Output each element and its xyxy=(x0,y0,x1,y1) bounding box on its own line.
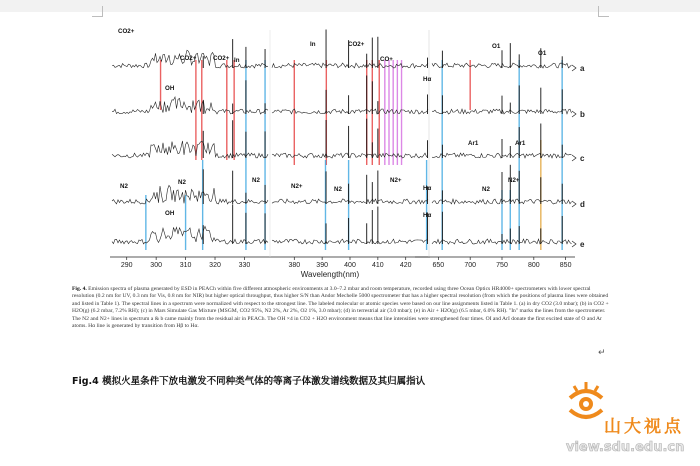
watermark-url: view.sdu.edu.cn xyxy=(566,440,685,455)
trace-d-seg2 xyxy=(272,199,428,204)
x-tick-label-420: 420 xyxy=(399,262,412,269)
trace-c-seg2 xyxy=(272,153,428,158)
trace-e-seg1 xyxy=(112,226,268,244)
x-tick-label-800: 800 xyxy=(527,262,540,269)
paragraph-mark: ↵ xyxy=(598,347,606,357)
annotation-1: CO2+ xyxy=(180,55,197,62)
x-tick-label-400: 400 xyxy=(344,262,356,269)
trace-c-seg1 xyxy=(112,141,268,158)
trace-b-seg2 xyxy=(272,109,428,114)
x-tick-label-300: 300 xyxy=(150,262,162,269)
annotation-6: CO+ xyxy=(380,56,393,63)
annotation-23: Hα xyxy=(423,212,432,219)
series-arrow-b xyxy=(572,111,576,117)
series-label-e: e xyxy=(580,240,585,249)
annotation-10: Hα xyxy=(423,76,432,83)
series-arrow-d xyxy=(572,201,576,207)
annotation-19: N2 xyxy=(482,186,490,193)
caption-label: Fig. 4. xyxy=(72,286,87,292)
x-tick-label-290: 290 xyxy=(120,262,133,269)
annotation-0: CO2+ xyxy=(118,28,135,35)
x-tick-label-650: 650 xyxy=(432,262,445,269)
annotation-12: Ar1 xyxy=(515,140,526,147)
x-axis-label: Wavelength(nm) xyxy=(300,270,360,279)
x-axis xyxy=(110,30,575,257)
eye-logo-icon xyxy=(566,380,606,428)
figure-caption xyxy=(72,286,610,330)
trace-d-seg1 xyxy=(112,185,268,204)
series-arrow-c xyxy=(572,155,576,161)
annotation-15: N2+ xyxy=(291,183,303,190)
watermark-title: 山大视点 xyxy=(604,417,684,437)
x-tick-label-320: 320 xyxy=(209,262,221,269)
annotation-20: N2+ xyxy=(508,177,520,184)
annotation-13: N2 xyxy=(120,183,128,190)
annotation-22: OH xyxy=(165,210,175,217)
annotation-4: In xyxy=(310,41,316,48)
x-tick-label-390: 390 xyxy=(316,262,328,269)
annotation-7: O1 xyxy=(492,43,501,50)
x-tick-label-700: 700 xyxy=(464,262,477,269)
caption-text: Emission spectra of plasma generated by ESD in PEACh within five different atmospheric environments at 3.0–7.2 mbar and room temperature, recorded using three Ocean Optics HR4000+ spectrometers with lower spectral resolution (0.2 nm for UV, 0.3 nm for Vis, 0.8 nm for NIR) but higher optical throughput, thus higher S/N than Andor Mechelle 5000 spectrometer that has a higher spectral resolution (from which the positions of plasma lines were obtained and listed in Table 1). The spectral lines in a spectrum were normalized with respect to the strongest line. The labeled molecular or atomic species were based on our line assignments listed in Table 1. (a) in dry CO2 (3.0 mbar); (b) in CO2 + H2O(g) (6.2 mbar, 7.2% RH); (c) in Mars Simulate Gas Mixture (MSGM, CO2 95%, N2 2%, Ar 2%, O2 1%, 3.0 mbar); (d) in terrestrial air (3.0 mbar); (e) in Air + H2O(g) (6.5 mbar, 6.0% RH). "In" marks the lines from the spectrometer. The N2 and N2+ lines in spectrum a & b came mainly from the residual air in PEACh. The OH ×4 in CO2 + H2O environment means that line intensities were strengthened four times. OI and ArI donate the first excited state of O and Ar atoms. Hα line is generated by transition from Hβ to Hα. xyxy=(72,286,609,330)
x-tick-labels xyxy=(121,257,572,269)
series-arrow-a xyxy=(572,65,576,71)
series-label-d: d xyxy=(580,200,585,209)
annotation-9: OH xyxy=(165,85,175,92)
watermark xyxy=(566,378,692,460)
annotation-5: CO2+ xyxy=(348,41,365,48)
annotation-8: O1 xyxy=(538,50,547,57)
x-tick-label-410: 410 xyxy=(372,262,384,269)
trace-e-seg2 xyxy=(272,239,428,244)
x-tick-label-330: 330 xyxy=(238,262,251,269)
series-label-c: c xyxy=(580,154,585,163)
x-tick-label-310: 310 xyxy=(179,262,192,269)
annotation-14: N2 xyxy=(178,179,186,186)
annotation-21: Hα xyxy=(423,185,432,192)
x-tick-label-750: 750 xyxy=(496,262,508,269)
series-label-b: b xyxy=(580,110,585,119)
annotation-3: In xyxy=(234,57,240,64)
species-annotations xyxy=(118,28,547,219)
series-label-a: a xyxy=(580,64,585,73)
x-tick-label-850: 850 xyxy=(559,262,572,269)
annotation-18: N2+ xyxy=(390,177,402,184)
trace-a-seg2 xyxy=(272,63,428,68)
trace-b-seg1 xyxy=(112,97,268,114)
annotation-17: N2 xyxy=(334,186,342,193)
x-tick-label-380: 380 xyxy=(288,262,301,269)
annotation-2: CO2+ xyxy=(213,55,230,62)
chinese-figure-caption: Fig.4 模拟火星条件下放电激发不同种类气体的等离子体激发谱线数据及其归属指认 xyxy=(72,376,426,387)
series-arrow-e xyxy=(572,241,576,247)
annotation-11: Ar1 xyxy=(468,140,479,147)
series-labels xyxy=(572,64,585,249)
annotation-16: N2 xyxy=(252,177,260,184)
